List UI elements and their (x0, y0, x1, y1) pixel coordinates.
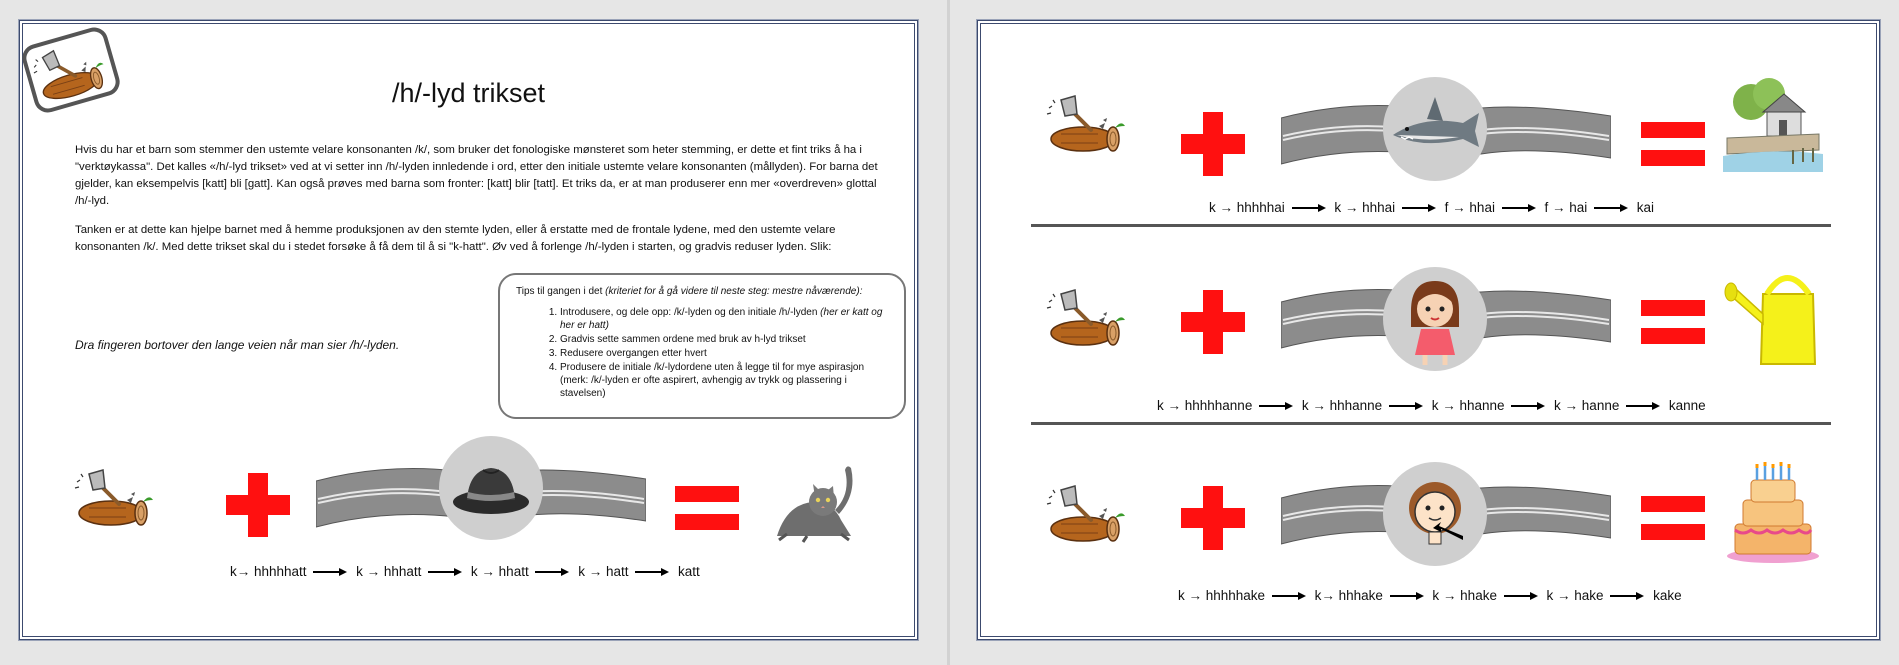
instruction-hint: Dra fingeren bortover den lange veien når man sier /h/-lyden. (75, 338, 400, 352)
sequence-step: k → hhhhhake (1178, 588, 1266, 603)
sequence-step: k → hhhanne (1301, 398, 1383, 413)
shark-icon (1383, 77, 1487, 181)
sequence-step: f → hai (1544, 200, 1588, 215)
sequence-step: k → hhake (1432, 588, 1497, 603)
equals-icon (1641, 496, 1705, 540)
house-by-quay-icon (1723, 76, 1823, 172)
arrow-icon (1504, 592, 1540, 601)
sequence-step: katt (678, 564, 700, 579)
tip-item: 4. Produsere de initiale /k/-lydordene uten å legge til for mye aspirasjon (merk: /k/-lyden er ofte aspirert, avhengig av trykk og plassering i stavelsen) (560, 361, 890, 400)
intro-paragraph: Hvis du har et barn som stemmer den ustemte velare konsonanten /k/, som bruker det fonologiske mønsteret som heter stemming, er dette et fint triks å ha i "verktøykassa". Det kalles «/h/-lyd trikset» ved at vi setter inn /h/-lyden innledende i ord, etter den initiale ustemte velare konsonanten (mållyden). For barna det gjelder, kan eksempelvis [katt] bli [gatt]. Kan også prøves med barna som fronter: [katt] blir [tatt]. Et triks da, er at man produserer enn mer «overdreven» glottal /h/-lyd. (75, 144, 878, 207)
sequence-step: k → hhhatt (356, 564, 422, 579)
sequence-step: k → hhhhhai (1209, 200, 1285, 215)
sequence-step: k→ hhhhhatt (230, 564, 307, 579)
arrow-icon (1272, 592, 1308, 601)
sound-sequence (1178, 588, 1682, 603)
page-gutter (947, 0, 950, 665)
page-title: /h/-lyd trikset (391, 78, 546, 108)
sound-sequence (1209, 200, 1654, 215)
hat-icon (439, 436, 543, 540)
arrow-icon (313, 568, 349, 577)
sequence-step: k → hhatt (470, 564, 529, 579)
arrow-icon (635, 568, 671, 577)
cake-icon (1723, 460, 1823, 564)
sequence-step: f → hhai (1444, 200, 1495, 215)
axe-log-icon (1043, 92, 1133, 158)
equals-icon (1641, 300, 1705, 344)
sequence-step: k → hhhhhanne (1157, 398, 1253, 413)
cat-icon (767, 454, 863, 544)
sequence-step: kake (1653, 588, 1682, 603)
picture-circle (1383, 462, 1487, 566)
picture-circle (439, 436, 543, 540)
tip-item: 3. Redusere overgangen etter hvert (560, 347, 890, 360)
arrow-icon (535, 568, 571, 577)
plus-icon (1181, 290, 1245, 354)
arrow-icon (428, 568, 464, 577)
picture-circle (1383, 267, 1487, 371)
girl-icon (1383, 267, 1487, 371)
sequence-step: k→ hhhake (1314, 588, 1383, 603)
axe-log-icon (71, 466, 161, 532)
row-divider (1031, 422, 1831, 425)
sequence-step: kai (1636, 200, 1655, 215)
watering-can-icon (1723, 264, 1823, 368)
sequence-step: kanne (1668, 398, 1706, 413)
arrow-icon (1292, 204, 1328, 213)
picture-circle (1383, 77, 1487, 181)
tip-item: 2. Gradvis sette sammen ordene med bruk av h-lyd trikset (560, 333, 890, 346)
plus-icon (1181, 486, 1245, 550)
equals-icon (1641, 122, 1705, 166)
sound-sequence (230, 564, 700, 579)
sequence-step: k → hake (1546, 588, 1604, 603)
arrow-icon (1259, 402, 1295, 411)
worksheet-page-2 (977, 20, 1880, 640)
sequence-step: k → hatt (578, 564, 629, 579)
arrow-icon (1626, 402, 1662, 411)
axe-log-icon (1043, 482, 1133, 548)
arrow-icon (1502, 204, 1538, 213)
arrow-icon (1511, 402, 1547, 411)
row-divider (1031, 224, 1831, 227)
sound-sequence (1157, 398, 1706, 413)
plus-icon (1181, 112, 1245, 176)
arrow-icon (1402, 204, 1438, 213)
plus-icon (226, 473, 290, 537)
axe-log-icon (1043, 286, 1133, 352)
tip-item: 1. Introdusere, og dele opp: /k/-lyden og den initiale /h/-lyden (her er katt og her er hatt) (560, 306, 890, 332)
sequence-step: k → hanne (1554, 398, 1620, 413)
arrow-icon (1390, 592, 1426, 601)
sequence-step: k → hhanne (1431, 398, 1505, 413)
boy-pointing-chin-icon (1383, 462, 1487, 566)
method-paragraph: Tanken er at dette kan hjelpe barnet med å hemme produksjonen av den stemte lyden, eller å erstatte med de frontale lydene, med den ustemte velare konsonanten /k/. Med dette trikset skal du i stedet forsøke å få dem til å si "k-hatt". Øv ved å forlenge /h/-lyden i starten, og gradvis reduser lyden. Slik: (75, 224, 836, 253)
arrow-icon (1610, 592, 1646, 601)
tips-box (498, 273, 906, 419)
arrow-icon (1594, 204, 1630, 213)
arrow-icon (1389, 402, 1425, 411)
worksheet-page-1 (19, 20, 918, 640)
tips-heading: Tips til gangen i det (kriteriet for å gå videre til neste steg: mestre nåværende): (516, 286, 863, 297)
equals-icon (675, 486, 739, 530)
sequence-step: k → hhhai (1334, 200, 1396, 215)
